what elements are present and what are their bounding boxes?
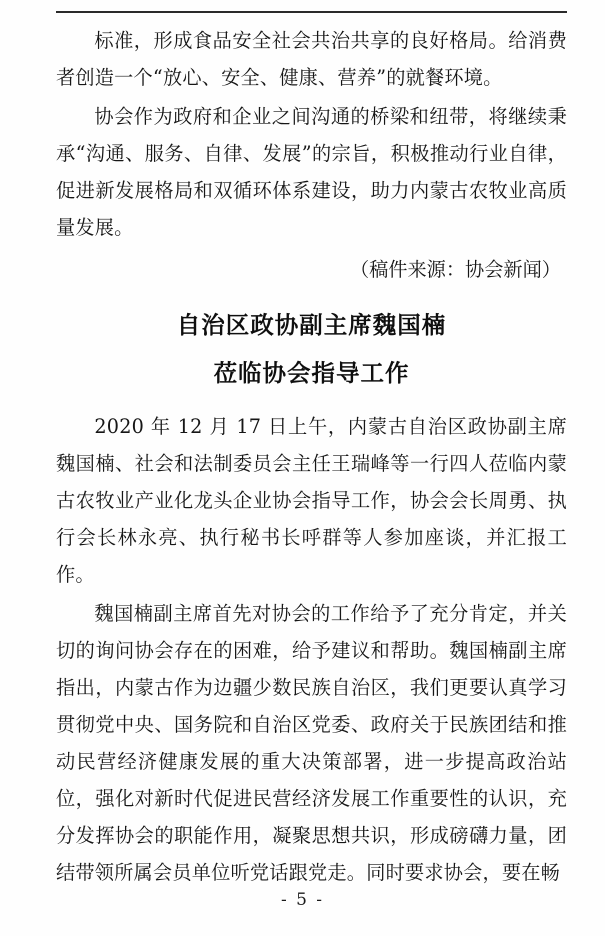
page-number: - 5 - [280, 890, 325, 910]
header-rule [56, 11, 567, 13]
article-body [56, 408, 567, 891]
paragraph-association-role: 协会作为政府和企业之间沟通的桥梁和纽带，将继续秉承“沟通、服务、自律、发展”的宗旨，积极推动行业自律，促进新发展格局和双循环体系建设，助力内蒙古农牧业高质量发展。 [56, 105, 567, 239]
paragraph-visit-summary: 2020 年 12 月 17 日上午，内蒙古自治区政协副主席魏国楠、社会和法制委员会主任王瑞峰等一行四人莅临内蒙古农牧业产业化龙头企业协会指导工作，协会会长周勇、执行会长林永亮、执行秘书长呼群等人参加座谈，并汇报工作。 [56, 415, 567, 586]
page-content [56, 22, 567, 884]
article-headline-line-1: 自治区政协副主席魏国楠 [176, 311, 447, 339]
paragraph-continued: 标准，形成食品安全社会共治共享的良好格局。给消费者创造一个“放心、安全、健康、营养”的就餐环境。 [56, 29, 567, 89]
article-headline-line-2: 莅临协会指导工作 [213, 359, 410, 387]
paragraph-remarks: 魏国楠副主席首先对协会的工作给予了充分肯定，并关切的询问协会存在的困难，给予建议和帮助。魏国楠副主席指出，内蒙古作为边疆少数民族自治区，我们更要认真学习贯彻党中央、国务院和自治区党委、政府关于民族团结和推动民营经济健康发展的重大决策部署，进一步提高政治站位，强化对新时代促进民营经济发展工作重要性的认识，充分发挥协会的职能作用，凝聚思想共识，形成磅礴力量，团结带领所属会员单位听党话跟党走。同时要求协会，要在畅 [56, 602, 567, 884]
source-attribution: （稿件来源：协会新闻） [349, 258, 561, 281]
